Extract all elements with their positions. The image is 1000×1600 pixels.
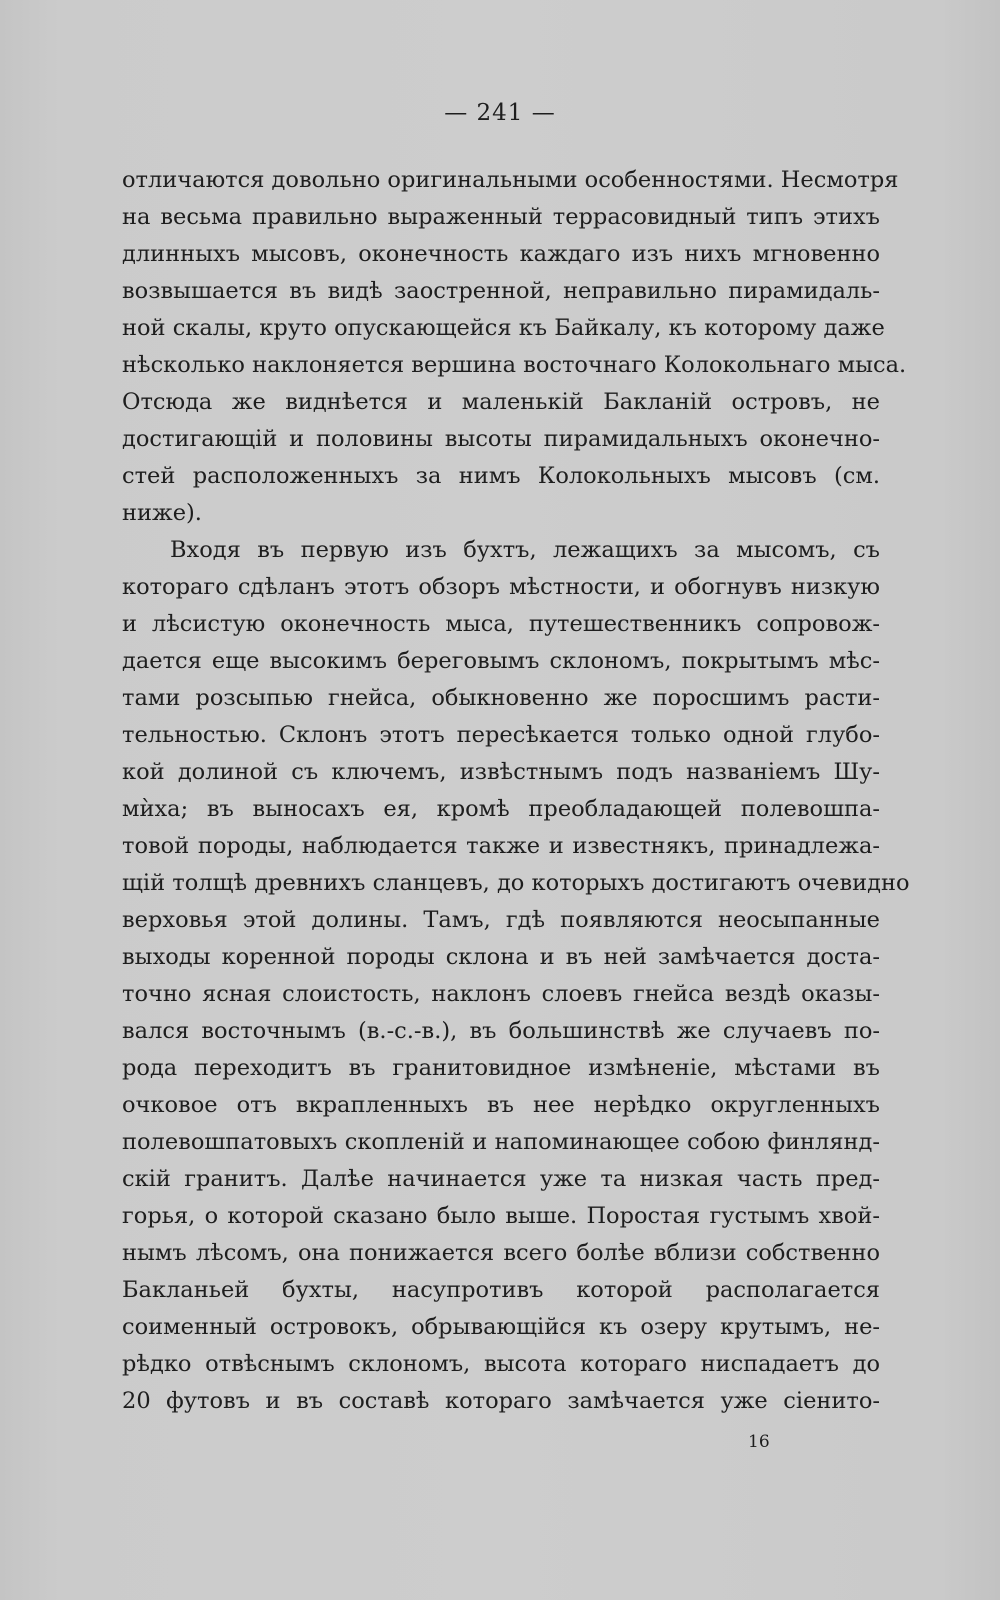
text-line: полевошпатовыхъ скопленій и напоминающее собою финлянд- xyxy=(122,1129,880,1155)
text-line: достигающій и половины высоты пирамидальныхъ оконечно- xyxy=(122,426,880,452)
text-line: стей расположенныхъ за нимъ Колокольныхъ мысовъ (см. xyxy=(122,463,880,489)
text-line: ниже). xyxy=(122,500,202,526)
body-text xyxy=(122,162,910,1420)
text-line: на весьма правильно выраженный террасовидный типъ этихъ xyxy=(122,204,880,230)
text-line: ной скалы, круто опускающейся къ Байкалу, къ которому даже xyxy=(122,315,885,341)
text-line: очковое отъ вкрапленныхъ въ нее нерѣдко округленныхъ xyxy=(122,1092,880,1118)
text-line: тельностью. Склонъ этотъ пересѣкается только одной глубо- xyxy=(122,722,880,748)
text-line: рода переходитъ въ гранитовидное измѣненіе, мѣстами въ xyxy=(122,1055,880,1081)
text-line: тами розсыпью гнейса, обыкновенно же поросшимъ расти- xyxy=(122,685,880,711)
text-line: дается еще высокимъ береговымъ склономъ, покрытымъ мѣс- xyxy=(122,648,880,674)
text-line: верховья этой долины. Тамъ, гдѣ появляются неосыпанные xyxy=(122,907,880,933)
text-line: горья, о которой сказано было выше. Поростая густымъ хвой- xyxy=(122,1203,880,1229)
text-line: точно ясная слоистость, наклонъ слоевъ гнейса вездѣ оказы- xyxy=(122,981,880,1007)
text-line: щій толщѣ древнихъ сланцевъ, до которыхъ достигаютъ очевидно xyxy=(122,870,910,896)
paragraph-start-line: Входя въ первую изъ бухтъ, лежащихъ за мысомъ, съ xyxy=(170,537,880,563)
text-line: отличаются довольно оригинальными особенностями. Несмотря xyxy=(122,167,899,193)
text-line: Отсюда же виднѣется и маленькій Бакланій островъ, не xyxy=(122,389,880,415)
text-line: и лѣсистую оконечность мыса, путешественникъ сопровож- xyxy=(122,611,880,637)
text-line: скій гранитъ. Далѣе начинается уже та низкая часть пред- xyxy=(122,1166,880,1192)
text-line: нѣсколько наклоняется вершина восточнаго Колокольнаго мыса. xyxy=(122,352,907,378)
text-line: нымъ лѣсомъ, она понижается всего болѣе вблизи собственно xyxy=(122,1240,880,1266)
text-line: рѣдко отвѣснымъ склономъ, высота котораго ниспадаетъ до xyxy=(122,1351,880,1377)
text-line: соименный островокъ, обрывающійся къ озеру крутымъ, не- xyxy=(122,1314,880,1340)
text-line: выходы коренной породы склона и въ ней замѣчается доста- xyxy=(122,944,880,970)
text-line: длинныхъ мысовъ, оконечность каждаго изъ нихъ мгновенно xyxy=(122,241,880,267)
page-number: — 241 — xyxy=(444,100,556,126)
text-line: возвышается въ видѣ заостренной, неправильно пирамидаль- xyxy=(122,278,880,304)
text-line: Бакланьей бухты, насупротивъ которой располагается xyxy=(122,1277,880,1303)
signature-mark: 16 xyxy=(748,1432,770,1452)
text-line: товой породы, наблюдается также и известнякъ, принадлежа- xyxy=(122,833,880,859)
text-line: 20 футовъ и въ составѣ котораго замѣчается уже сіенито- xyxy=(122,1388,880,1414)
text-line: кой долиной съ ключемъ, извѣстнымъ подъ названіемъ Шу- xyxy=(122,759,880,785)
text-line: котораго сдѣланъ этотъ обзоръ мѣстности, и обогнувъ низкую xyxy=(122,574,880,600)
text-line: вался восточнымъ (в.-с.-в.), въ большинствѣ же случаевъ по- xyxy=(122,1018,880,1044)
text-line: мѝха; въ выносахъ ея, кромѣ преобладающей полевошпа- xyxy=(122,796,880,822)
